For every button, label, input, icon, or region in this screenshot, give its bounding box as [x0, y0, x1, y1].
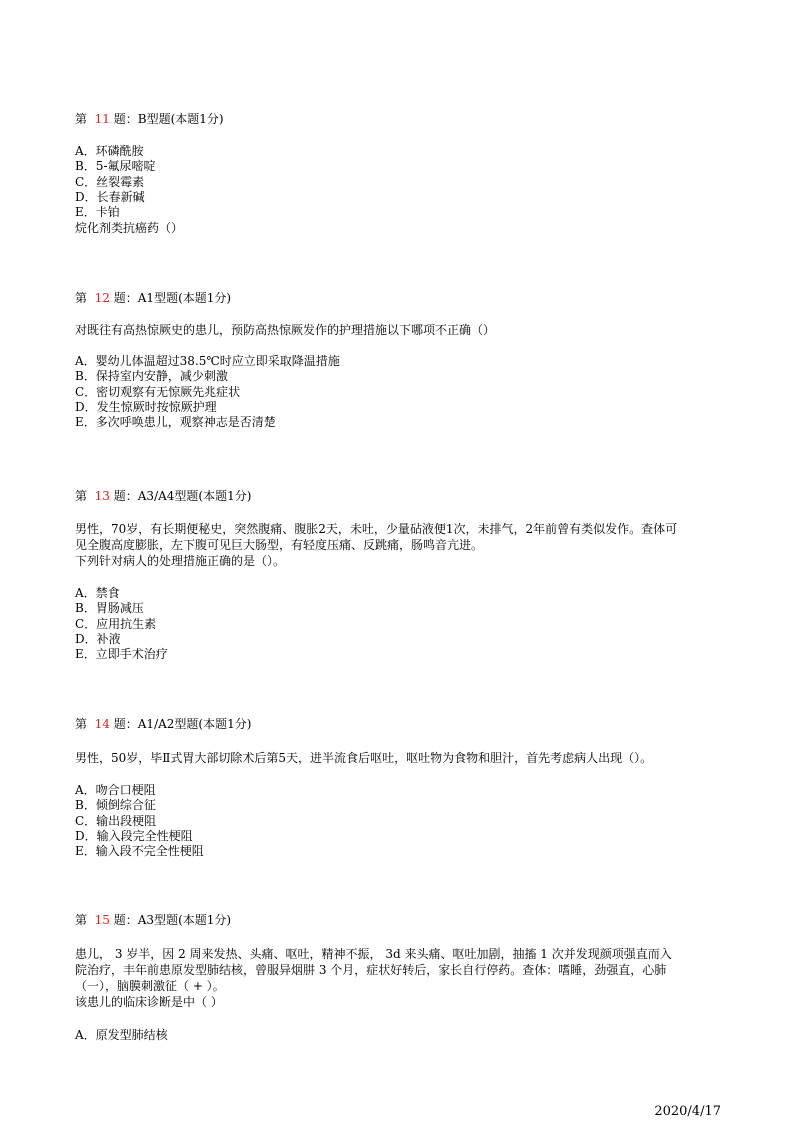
option-d: D．长春新碱	[75, 189, 145, 204]
option-c: C．输出段梗阻	[75, 813, 157, 828]
option-a: A．环磷酰胺	[75, 144, 144, 158]
question-stem	[75, 521, 725, 569]
question-number: 14	[94, 717, 110, 731]
stem-line: 院治疗，丰年前患原发型肺结核，曾服异烟肼 3 个月，症状好转后，家长自行停药。查体：嗜睡，劲强直，心肺	[75, 963, 667, 977]
option-list	[75, 354, 725, 430]
question-header	[75, 488, 725, 504]
question-header	[75, 290, 725, 306]
question-prefix: 第	[75, 291, 88, 305]
option-b: B．胃肠减压	[75, 601, 144, 616]
option-d: D．补液	[75, 631, 121, 646]
question-type: 题：A1/A2型题(本题1分)	[113, 717, 252, 731]
option-a: A．禁食	[75, 586, 120, 600]
stem-line: 男性，50岁，毕Ⅱ式胃大部切除术后第5天，进半流食后呕吐，呕吐物为食物和胆汁，首先考虑病人出现（）。	[75, 751, 653, 765]
question-stem	[75, 322, 725, 338]
option-b: B．倾倒综合征	[75, 798, 156, 813]
option-c: C．丝裂霉素	[75, 174, 145, 189]
question-11	[75, 111, 725, 236]
option-a: A．吻合口梗阻	[75, 783, 156, 797]
question-stem	[75, 946, 725, 1010]
option-c: C．密切观察有无惊厥先兆症状	[75, 384, 241, 399]
question-number: 13	[94, 489, 110, 503]
option-a: A．原发型肺结核	[75, 1028, 168, 1042]
question-stem	[75, 750, 725, 766]
question-12	[75, 290, 725, 430]
stem-line: 见全腹高度膨胀，左下腹可见巨大肠型，有轻度压痛、反跳痛，肠鸣音亢进。	[75, 538, 484, 552]
stem-line: 该患儿的临床诊断是中（ ）	[75, 995, 223, 1009]
question-15	[75, 912, 725, 1043]
stem-line: 下列针对病人的处理措施正确的是（）。	[75, 554, 286, 568]
option-c: C．应用抗生素	[75, 616, 157, 631]
option-d: D．输入段完全性梗阻	[75, 828, 193, 843]
question-prefix: 第	[75, 717, 88, 731]
question-type: 题：A3型题(本题1分)	[113, 913, 232, 927]
question-header	[75, 111, 725, 127]
stem-line: 患儿， 3 岁半，因 2 周来发热、头痛、呕吐，精神不振， 3d 来头痛、呕吐加剧，抽搐 1 次并发现颜项强直而入	[75, 947, 672, 961]
option-list	[75, 144, 725, 220]
question-number: 15	[94, 913, 110, 927]
page-date: 2020/4/17	[654, 1104, 721, 1119]
stem-line: 对既往有高热惊厥史的患儿，预防高热惊厥发作的护理措施以下哪项不正确（）	[75, 323, 496, 337]
question-13	[75, 488, 725, 662]
question-14	[75, 716, 725, 859]
option-e: E．输入段不完全性梗阻	[75, 844, 204, 859]
question-stem: 烷化剂类抗癌药（）	[75, 221, 184, 236]
stem-line: 男性，70岁，有长期便秘史，突然腹痛、腹胀2天，未吐，少量砧液便1次，未排气，2年前曾有类似发作。查体可	[75, 522, 678, 536]
question-prefix: 第	[75, 913, 88, 927]
option-list	[75, 1028, 725, 1043]
question-number: 11	[94, 112, 110, 126]
option-e: E．立即手术治疗	[75, 647, 168, 662]
question-prefix: 第	[75, 489, 88, 503]
question-type: 题：B型题(本题1分)	[113, 112, 224, 126]
option-e: E．多次呼唤患儿，观察神志是否清楚	[75, 415, 276, 430]
option-e: E．卡铂	[75, 205, 120, 220]
question-number: 12	[94, 291, 110, 305]
option-a: A．婴幼儿体温超过38.5℃时应立即采取降温措施	[75, 354, 340, 368]
option-b: B．保持室内安静，减少刺激	[75, 369, 228, 384]
option-list	[75, 783, 725, 859]
option-b: B．5-氟尿嘧啶	[75, 159, 156, 174]
question-prefix: 第	[75, 112, 88, 126]
question-header	[75, 912, 725, 928]
option-d: D．发生惊厥时按惊厥护理	[75, 399, 217, 414]
question-type: 题：A3/A4型题(本题1分)	[113, 489, 252, 503]
option-list	[75, 586, 725, 662]
stem-line: （一），脑膜刺激征（ + ）。	[75, 979, 225, 993]
question-type: 题：A1型题(本题1分)	[113, 291, 232, 305]
question-header	[75, 716, 725, 732]
